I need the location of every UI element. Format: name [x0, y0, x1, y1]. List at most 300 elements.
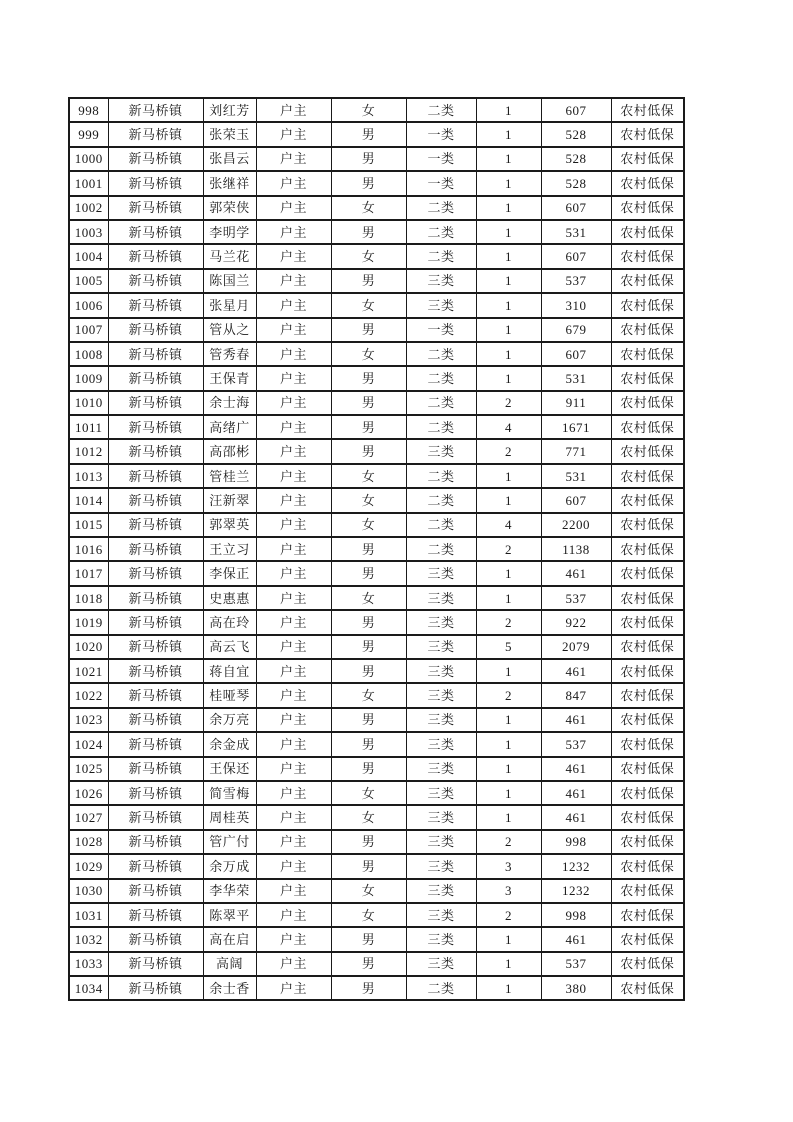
- cell-seq: 1034: [69, 976, 108, 1000]
- cell-category: 一类: [406, 318, 476, 342]
- table-body: [69, 98, 684, 1000]
- cell-relation: 户主: [256, 805, 331, 829]
- cell-town: 新马桥镇: [108, 98, 203, 122]
- cell-type: 农村低保: [611, 366, 684, 390]
- cell-name: 汪新翠: [203, 488, 256, 512]
- cell-category: 二类: [406, 391, 476, 415]
- cell-type: 农村低保: [611, 318, 684, 342]
- cell-type: 农村低保: [611, 464, 684, 488]
- cell-seq: 1029: [69, 854, 108, 878]
- cell-name: 马兰花: [203, 244, 256, 268]
- cell-name: 余士香: [203, 976, 256, 1000]
- cell-gender: 男: [331, 122, 406, 146]
- table-row: [69, 147, 684, 171]
- cell-name: 张荣玉: [203, 122, 256, 146]
- cell-seq: 1005: [69, 269, 108, 293]
- cell-type: 农村低保: [611, 586, 684, 610]
- cell-amount: 847: [541, 683, 611, 707]
- table-row: [69, 391, 684, 415]
- cell-seq: 1033: [69, 952, 108, 976]
- cell-amount: 537: [541, 269, 611, 293]
- cell-amount: 607: [541, 342, 611, 366]
- cell-gender: 男: [331, 976, 406, 1000]
- cell-amount: 998: [541, 903, 611, 927]
- table-row: [69, 488, 684, 512]
- cell-type: 农村低保: [611, 244, 684, 268]
- cell-name: 蒋自宜: [203, 659, 256, 683]
- cell-seq: 1031: [69, 903, 108, 927]
- cell-gender: 男: [331, 561, 406, 585]
- cell-name: 管广付: [203, 830, 256, 854]
- cell-type: 农村低保: [611, 269, 684, 293]
- cell-name: 张星月: [203, 293, 256, 317]
- cell-amount: 531: [541, 464, 611, 488]
- table-row: [69, 903, 684, 927]
- table-row: [69, 927, 684, 951]
- cell-gender: 男: [331, 439, 406, 463]
- cell-name: 王保还: [203, 757, 256, 781]
- table-row: [69, 98, 684, 122]
- cell-amount: 679: [541, 318, 611, 342]
- cell-town: 新马桥镇: [108, 293, 203, 317]
- cell-name: 简雪梅: [203, 781, 256, 805]
- cell-category: 三类: [406, 732, 476, 756]
- cell-town: 新马桥镇: [108, 220, 203, 244]
- cell-town: 新马桥镇: [108, 683, 203, 707]
- cell-gender: 女: [331, 805, 406, 829]
- cell-amount: 461: [541, 927, 611, 951]
- cell-gender: 男: [331, 220, 406, 244]
- cell-relation: 户主: [256, 732, 331, 756]
- table-row: [69, 635, 684, 659]
- cell-seq: 1022: [69, 683, 108, 707]
- cell-name: 王立习: [203, 537, 256, 561]
- cell-count: 2: [476, 610, 541, 634]
- cell-amount: 310: [541, 293, 611, 317]
- cell-category: 二类: [406, 220, 476, 244]
- cell-seq: 1004: [69, 244, 108, 268]
- cell-amount: 461: [541, 757, 611, 781]
- cell-type: 农村低保: [611, 683, 684, 707]
- cell-count: 1: [476, 976, 541, 1000]
- cell-amount: 911: [541, 391, 611, 415]
- cell-town: 新马桥镇: [108, 732, 203, 756]
- table-row: [69, 757, 684, 781]
- cell-type: 农村低保: [611, 220, 684, 244]
- cell-town: 新马桥镇: [108, 244, 203, 268]
- cell-type: 农村低保: [611, 293, 684, 317]
- cell-category: 三类: [406, 635, 476, 659]
- cell-count: 1: [476, 952, 541, 976]
- cell-relation: 户主: [256, 196, 331, 220]
- cell-gender: 男: [331, 415, 406, 439]
- cell-gender: 女: [331, 513, 406, 537]
- cell-gender: 男: [331, 391, 406, 415]
- cell-count: 2: [476, 439, 541, 463]
- table-row: [69, 220, 684, 244]
- cell-gender: 男: [331, 635, 406, 659]
- cell-seq: 1030: [69, 879, 108, 903]
- table-row: [69, 561, 684, 585]
- cell-count: 1: [476, 781, 541, 805]
- cell-seq: 1019: [69, 610, 108, 634]
- cell-gender: 男: [331, 366, 406, 390]
- cell-seq: 1017: [69, 561, 108, 585]
- cell-type: 农村低保: [611, 781, 684, 805]
- cell-category: 三类: [406, 879, 476, 903]
- cell-category: 三类: [406, 293, 476, 317]
- cell-type: 农村低保: [611, 830, 684, 854]
- cell-amount: 537: [541, 952, 611, 976]
- cell-category: 一类: [406, 171, 476, 195]
- cell-town: 新马桥镇: [108, 439, 203, 463]
- cell-count: 1: [476, 318, 541, 342]
- cell-seq: 998: [69, 98, 108, 122]
- cell-town: 新马桥镇: [108, 196, 203, 220]
- cell-amount: 537: [541, 586, 611, 610]
- cell-relation: 户主: [256, 854, 331, 878]
- cell-category: 三类: [406, 610, 476, 634]
- cell-type: 农村低保: [611, 171, 684, 195]
- cell-category: 三类: [406, 903, 476, 927]
- cell-gender: 女: [331, 98, 406, 122]
- table-row: [69, 244, 684, 268]
- cell-amount: 461: [541, 781, 611, 805]
- cell-relation: 户主: [256, 781, 331, 805]
- cell-count: 1: [476, 464, 541, 488]
- table-row: [69, 171, 684, 195]
- cell-town: 新马桥镇: [108, 488, 203, 512]
- cell-town: 新马桥镇: [108, 537, 203, 561]
- cell-name: 管桂兰: [203, 464, 256, 488]
- cell-category: 三类: [406, 757, 476, 781]
- cell-count: 2: [476, 903, 541, 927]
- cell-type: 农村低保: [611, 635, 684, 659]
- cell-category: 二类: [406, 976, 476, 1000]
- cell-gender: 男: [331, 927, 406, 951]
- cell-relation: 户主: [256, 415, 331, 439]
- table-row: [69, 708, 684, 732]
- cell-gender: 女: [331, 293, 406, 317]
- cell-town: 新马桥镇: [108, 513, 203, 537]
- table-row: [69, 659, 684, 683]
- cell-gender: 男: [331, 854, 406, 878]
- cell-count: 1: [476, 708, 541, 732]
- table-row: [69, 586, 684, 610]
- cell-count: 1: [476, 659, 541, 683]
- cell-count: 2: [476, 830, 541, 854]
- cell-relation: 户主: [256, 220, 331, 244]
- cell-town: 新马桥镇: [108, 561, 203, 585]
- cell-town: 新马桥镇: [108, 781, 203, 805]
- cell-category: 三类: [406, 805, 476, 829]
- cell-type: 农村低保: [611, 342, 684, 366]
- cell-relation: 户主: [256, 269, 331, 293]
- cell-count: 1: [476, 244, 541, 268]
- cell-gender: 女: [331, 342, 406, 366]
- cell-name: 余万成: [203, 854, 256, 878]
- cell-count: 1: [476, 732, 541, 756]
- cell-amount: 2079: [541, 635, 611, 659]
- cell-count: 2: [476, 683, 541, 707]
- cell-amount: 1671: [541, 415, 611, 439]
- cell-name: 张继祥: [203, 171, 256, 195]
- cell-amount: 461: [541, 708, 611, 732]
- cell-name: 高绪广: [203, 415, 256, 439]
- cell-gender: 男: [331, 659, 406, 683]
- cell-category: 二类: [406, 196, 476, 220]
- cell-type: 农村低保: [611, 854, 684, 878]
- cell-relation: 户主: [256, 757, 331, 781]
- cell-type: 农村低保: [611, 659, 684, 683]
- cell-count: 3: [476, 854, 541, 878]
- cell-relation: 户主: [256, 708, 331, 732]
- cell-town: 新马桥镇: [108, 757, 203, 781]
- cell-gender: 男: [331, 537, 406, 561]
- cell-town: 新马桥镇: [108, 659, 203, 683]
- cell-type: 农村低保: [611, 415, 684, 439]
- table-row: [69, 879, 684, 903]
- cell-seq: 1032: [69, 927, 108, 951]
- cell-count: 2: [476, 391, 541, 415]
- cell-seq: 1027: [69, 805, 108, 829]
- cell-category: 二类: [406, 513, 476, 537]
- table-row: [69, 513, 684, 537]
- cell-amount: 771: [541, 439, 611, 463]
- cell-seq: 1016: [69, 537, 108, 561]
- table-row: [69, 805, 684, 829]
- table-row: [69, 610, 684, 634]
- cell-name: 余金成: [203, 732, 256, 756]
- cell-relation: 户主: [256, 342, 331, 366]
- cell-name: 周桂英: [203, 805, 256, 829]
- cell-seq: 1021: [69, 659, 108, 683]
- cell-relation: 户主: [256, 927, 331, 951]
- cell-town: 新马桥镇: [108, 830, 203, 854]
- cell-category: 三类: [406, 854, 476, 878]
- cell-gender: 男: [331, 610, 406, 634]
- cell-category: 二类: [406, 244, 476, 268]
- cell-amount: 537: [541, 732, 611, 756]
- cell-category: 二类: [406, 537, 476, 561]
- cell-category: 三类: [406, 586, 476, 610]
- cell-amount: 1232: [541, 854, 611, 878]
- cell-town: 新马桥镇: [108, 610, 203, 634]
- cell-town: 新马桥镇: [108, 269, 203, 293]
- cell-name: 张昌云: [203, 147, 256, 171]
- cell-town: 新马桥镇: [108, 586, 203, 610]
- cell-name: 管秀春: [203, 342, 256, 366]
- cell-name: 高在玲: [203, 610, 256, 634]
- cell-amount: 528: [541, 122, 611, 146]
- cell-amount: 1138: [541, 537, 611, 561]
- cell-town: 新马桥镇: [108, 635, 203, 659]
- cell-gender: 女: [331, 586, 406, 610]
- cell-type: 农村低保: [611, 147, 684, 171]
- cell-category: 三类: [406, 439, 476, 463]
- table-row: [69, 732, 684, 756]
- table-row: [69, 342, 684, 366]
- cell-name: 高阔: [203, 952, 256, 976]
- cell-category: 二类: [406, 415, 476, 439]
- cell-relation: 户主: [256, 366, 331, 390]
- cell-name: 王保青: [203, 366, 256, 390]
- cell-relation: 户主: [256, 879, 331, 903]
- cell-category: 二类: [406, 342, 476, 366]
- cell-town: 新马桥镇: [108, 366, 203, 390]
- cell-gender: 女: [331, 488, 406, 512]
- table-row: [69, 439, 684, 463]
- cell-name: 高云飞: [203, 635, 256, 659]
- cell-relation: 户主: [256, 171, 331, 195]
- cell-category: 三类: [406, 830, 476, 854]
- cell-name: 管从之: [203, 318, 256, 342]
- cell-town: 新马桥镇: [108, 464, 203, 488]
- cell-type: 农村低保: [611, 610, 684, 634]
- cell-seq: 1001: [69, 171, 108, 195]
- cell-type: 农村低保: [611, 98, 684, 122]
- cell-count: 1: [476, 342, 541, 366]
- table-row: [69, 269, 684, 293]
- cell-type: 农村低保: [611, 439, 684, 463]
- cell-seq: 999: [69, 122, 108, 146]
- cell-type: 农村低保: [611, 757, 684, 781]
- cell-type: 农村低保: [611, 903, 684, 927]
- table-row: [69, 830, 684, 854]
- cell-category: 一类: [406, 122, 476, 146]
- cell-name: 史惠惠: [203, 586, 256, 610]
- cell-seq: 1026: [69, 781, 108, 805]
- cell-name: 余万亮: [203, 708, 256, 732]
- cell-relation: 户主: [256, 537, 331, 561]
- cell-category: 三类: [406, 561, 476, 585]
- cell-seq: 1008: [69, 342, 108, 366]
- cell-category: 三类: [406, 952, 476, 976]
- cell-count: 1: [476, 293, 541, 317]
- cell-relation: 户主: [256, 439, 331, 463]
- cell-seq: 1025: [69, 757, 108, 781]
- cell-relation: 户主: [256, 244, 331, 268]
- cell-category: 三类: [406, 708, 476, 732]
- cell-category: 二类: [406, 98, 476, 122]
- table-row: [69, 683, 684, 707]
- cell-gender: 女: [331, 683, 406, 707]
- cell-type: 农村低保: [611, 513, 684, 537]
- cell-relation: 户主: [256, 683, 331, 707]
- cell-count: 1: [476, 586, 541, 610]
- cell-seq: 1011: [69, 415, 108, 439]
- cell-type: 农村低保: [611, 732, 684, 756]
- cell-category: 三类: [406, 781, 476, 805]
- cell-count: 1: [476, 171, 541, 195]
- cell-amount: 607: [541, 244, 611, 268]
- cell-gender: 男: [331, 708, 406, 732]
- cell-town: 新马桥镇: [108, 342, 203, 366]
- cell-town: 新马桥镇: [108, 854, 203, 878]
- cell-town: 新马桥镇: [108, 952, 203, 976]
- cell-amount: 607: [541, 488, 611, 512]
- cell-seq: 1007: [69, 318, 108, 342]
- cell-amount: 1232: [541, 879, 611, 903]
- table-row: [69, 854, 684, 878]
- table-row: [69, 366, 684, 390]
- cell-count: 1: [476, 805, 541, 829]
- cell-type: 农村低保: [611, 976, 684, 1000]
- cell-name: 陈翠平: [203, 903, 256, 927]
- cell-count: 1: [476, 196, 541, 220]
- cell-gender: 男: [331, 147, 406, 171]
- cell-name: 李华荣: [203, 879, 256, 903]
- cell-name: 郭翠英: [203, 513, 256, 537]
- table-row: [69, 196, 684, 220]
- cell-amount: 998: [541, 830, 611, 854]
- table-row: [69, 952, 684, 976]
- cell-gender: 女: [331, 244, 406, 268]
- cell-relation: 户主: [256, 98, 331, 122]
- cell-relation: 户主: [256, 318, 331, 342]
- cell-amount: 528: [541, 171, 611, 195]
- cell-gender: 女: [331, 903, 406, 927]
- cell-seq: 1003: [69, 220, 108, 244]
- cell-relation: 户主: [256, 513, 331, 537]
- cell-town: 新马桥镇: [108, 708, 203, 732]
- cell-count: 1: [476, 757, 541, 781]
- cell-relation: 户主: [256, 147, 331, 171]
- cell-town: 新马桥镇: [108, 147, 203, 171]
- cell-town: 新马桥镇: [108, 927, 203, 951]
- cell-amount: 461: [541, 805, 611, 829]
- cell-seq: 1010: [69, 391, 108, 415]
- cell-relation: 户主: [256, 122, 331, 146]
- cell-seq: 1013: [69, 464, 108, 488]
- cell-count: 1: [476, 366, 541, 390]
- welfare-records-table: [68, 97, 685, 1001]
- cell-name: 高在启: [203, 927, 256, 951]
- cell-gender: 男: [331, 171, 406, 195]
- cell-relation: 户主: [256, 659, 331, 683]
- cell-amount: 2200: [541, 513, 611, 537]
- cell-category: 二类: [406, 488, 476, 512]
- cell-seq: 1006: [69, 293, 108, 317]
- cell-count: 1: [476, 220, 541, 244]
- cell-gender: 男: [331, 318, 406, 342]
- cell-count: 5: [476, 635, 541, 659]
- cell-type: 农村低保: [611, 927, 684, 951]
- cell-type: 农村低保: [611, 537, 684, 561]
- cell-type: 农村低保: [611, 879, 684, 903]
- cell-town: 新马桥镇: [108, 879, 203, 903]
- cell-town: 新马桥镇: [108, 415, 203, 439]
- cell-gender: 男: [331, 732, 406, 756]
- cell-type: 农村低保: [611, 122, 684, 146]
- cell-gender: 男: [331, 269, 406, 293]
- cell-count: 4: [476, 415, 541, 439]
- cell-type: 农村低保: [611, 708, 684, 732]
- table-row: [69, 122, 684, 146]
- cell-gender: 女: [331, 464, 406, 488]
- cell-count: 1: [476, 147, 541, 171]
- cell-town: 新马桥镇: [108, 391, 203, 415]
- cell-relation: 户主: [256, 610, 331, 634]
- table-row: [69, 464, 684, 488]
- cell-amount: 922: [541, 610, 611, 634]
- cell-count: 3: [476, 879, 541, 903]
- cell-gender: 女: [331, 879, 406, 903]
- cell-type: 农村低保: [611, 561, 684, 585]
- cell-name: 刘红芳: [203, 98, 256, 122]
- cell-count: 4: [476, 513, 541, 537]
- cell-count: 2: [476, 537, 541, 561]
